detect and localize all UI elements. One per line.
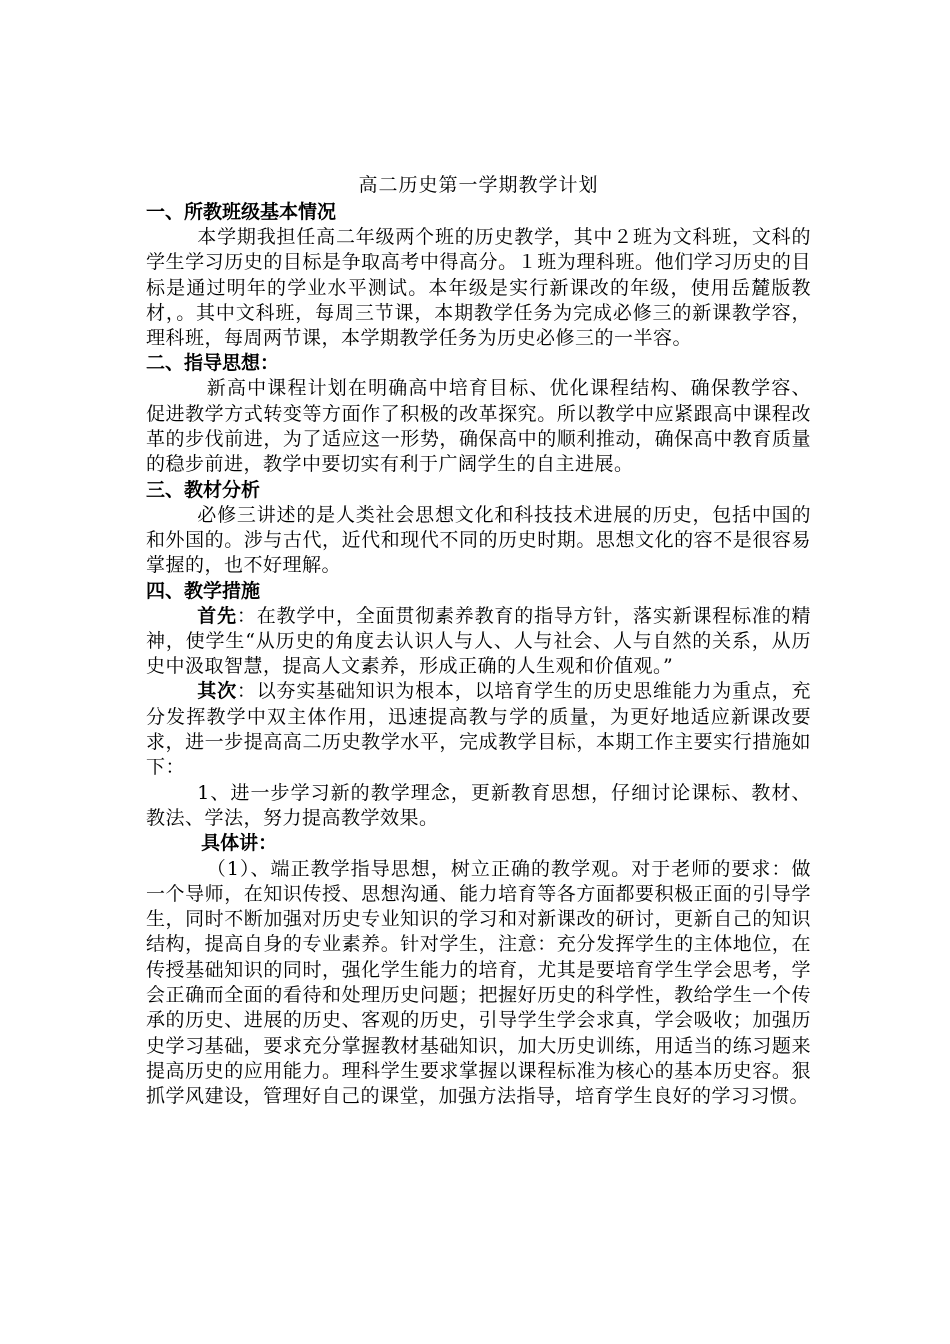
section-heading-textbook-analysis: 三、教材分析: [146, 478, 261, 501]
paragraph-first: [146, 604, 811, 680]
lead-first: 首先: [197, 604, 237, 627]
lead-second: 其次: [197, 680, 237, 703]
section-heading-teaching-measures: 四、教学措施: [146, 579, 261, 602]
detail-heading: 具体讲：: [201, 832, 278, 855]
paragraph-guiding-ideology: 新高中课程计划在明确高中培育目标、优化课程结构、确保教学容、促进教学方式转变等方面作了积极的改革探究。所以教学中应紧跟高中课程改革的步伐前进，为了适应这一形势，确保高中的顺利推动，确保高中教育质量的稳步前进，教学中要切实有利于广阔学生的自主进展。: [146, 377, 811, 476]
document-body: [146, 170, 811, 1110]
text-first: ：在教学中，全面贯彻素养教育的指导方针，落实新课程标准的精神，使学生“从历史的角度去认识人与人、人与社会、人与自然的关系，从历史中汲取智慧，提高人文素养，形成正确的人生观和价值观。”: [146, 604, 811, 678]
paragraph-textbook-analysis: 必修三讲述的是人类社会思想文化和科技技术进展的历史，包括中国的和外国的。涉与古代，近代和现代不同的历史时期。思想文化的容不是很容易掌握的，也不好理解。: [146, 503, 811, 577]
paragraph-item-1: 1、进一步学习新的教学理念，更新教育思想，仔细讨论课标、教材、教法、学法，努力提高教学效果。: [146, 781, 811, 829]
paragraph-class-info: 本学期我担任高二年级两个班的历史教学，其中２班为文科班，文科的学生学习历史的目标是争取高考中得高分。１班为理科班。他们学习历史的目标是通过明年的学业水平测试。本年级是实行新课改的年级，使用岳麓版教材，。其中文科班，每周三节课，本期教学任务为完成必修三的新课教学容，理科班，每周两节课，本学期教学任务为历史必修三的一半容。: [146, 226, 811, 350]
text-second: ：以夯实基础知识为根本，以培育学生的历史思维能力为重点，充分发挥教学中双主体作用，迅速提高教与学的质量，为更好地适应新课改要求，进一步提高高二历史教学水平，完成教学目标，本期工作主要实行措施如下：: [146, 680, 811, 779]
section-heading-class-info: 一、所教班级基本情况: [146, 201, 337, 223]
document-title: 高二历史第一学期教学计划: [358, 174, 599, 196]
paragraph-detail: （1）、端正教学指导思想，树立正确的教学观。对于老师的要求：做一个导师，在知识传授、思想沟通、能力培育等各方面都要积极正面的引导学生，同时不断加强对历史专业知识的学习和对新课改的研讨，更新自己的知识结构，提高自身的专业素养。针对学生，注意：充分发挥学生的主体地位，在传授基础知识的同时，强化学生能力的培育，尤其是要培育学生学会思考，学会正确而全面的看待和处理历史问题；把握好历史的科学性，教给学生一个传承的历史、进展的历史、客观的历史，引导学生学会求真，学会吸收；加强历史学习基础，要求充分掌握教材基础知识，加大历史训练，用适当的练习题来提高历史的应用能力。理科学生要求掌握以课程标准为核心的基本历史容。狠抓学风建设，管理好自己的课堂，加强方法指导，培育学生良好的学习习惯。: [146, 857, 811, 1108]
section-heading-guiding-ideology: 二、指导思想：: [146, 352, 280, 375]
paragraph-second: [146, 679, 811, 780]
